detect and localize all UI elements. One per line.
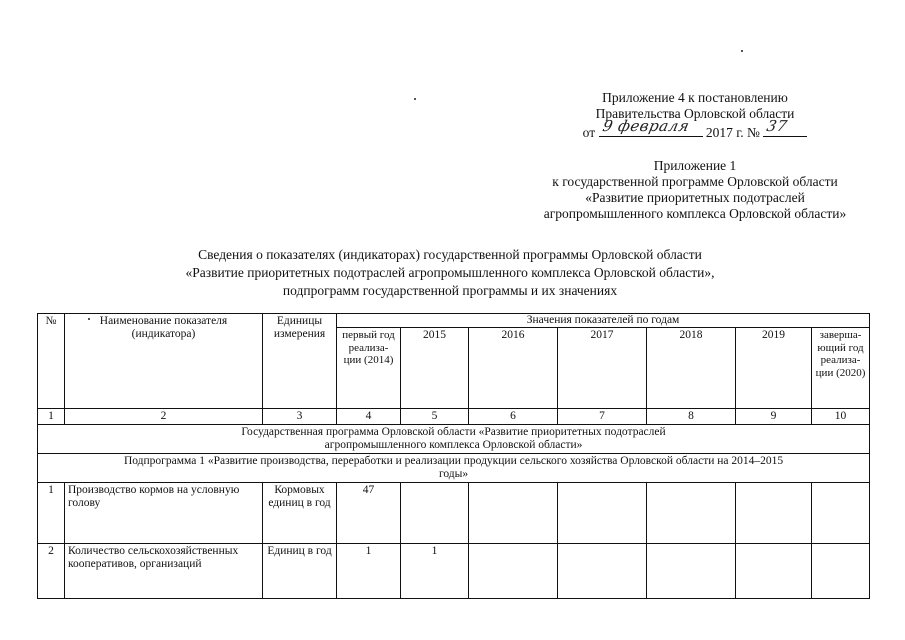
- row-indicator-name: Количество сельскохозяйственных кооперативов, организаций: [65, 544, 263, 599]
- row-value-2015: 1: [401, 544, 469, 599]
- annex-1-header: [505, 158, 885, 222]
- date-signature-line: [599, 117, 703, 137]
- row-value-2020: [812, 483, 870, 544]
- column-number: 7: [558, 409, 647, 425]
- row-unit: Единиц в год: [263, 544, 337, 599]
- annex-4-line-2: Правительства Орловской области: [595, 106, 795, 121]
- header-row-1: [38, 314, 870, 328]
- indicators-table: [37, 313, 870, 599]
- header-2019: 2019: [736, 328, 812, 409]
- annex-1-line-4: агропромышленного комплекса Орловской области»: [543, 206, 847, 221]
- header-num: №: [38, 314, 65, 409]
- header-name: Наименование показателя (индикатора): [65, 314, 263, 409]
- row-value-2017: [558, 483, 647, 544]
- row-value-2015: [401, 483, 469, 544]
- header-final-year: заверша-ющий год реализа-ции (2020): [812, 328, 870, 409]
- column-numbers-row: [38, 409, 870, 425]
- row-indicator-name: Производство кормов на условную голову: [65, 483, 263, 544]
- annex-1-line-1: Приложение 1: [653, 158, 737, 173]
- row-value-2018: [647, 544, 736, 599]
- row-num: 1: [38, 483, 65, 544]
- scan-speck: [741, 50, 743, 52]
- column-number: 5: [401, 409, 469, 425]
- year-label: 2017 г. №: [705, 125, 760, 140]
- annex-1-line-3: «Развитие приоритетных подотраслей: [585, 190, 805, 205]
- header-2016: 2016: [469, 328, 558, 409]
- row-value-2014: 1: [337, 544, 401, 599]
- handwritten-number: 37: [765, 117, 790, 135]
- annex-4-header: [520, 90, 870, 141]
- row-value-2019: [736, 483, 812, 544]
- program-title-cell: Государственная программа Орловской области «Развитие приоритетных подотраслей агропромышленного комплекса Орловской области»: [38, 425, 870, 454]
- header-2018: 2018: [647, 328, 736, 409]
- row-value-2016: [469, 544, 558, 599]
- column-number: 1: [38, 409, 65, 425]
- program-row: [38, 425, 870, 454]
- header-values-group: Значения показателей по годам: [337, 314, 870, 328]
- header-2017: 2017: [558, 328, 647, 409]
- table-row: [38, 483, 870, 544]
- handwritten-date: 9 февраля: [600, 117, 691, 135]
- subprogram-title-cell: Подпрограмма 1 «Развитие производства, переработки и реализации продукции сельского хозяйства Орловской области на 2014–2015 годы»: [38, 454, 870, 483]
- header-unit: Единицы измерения: [263, 314, 337, 409]
- from-label: от: [582, 125, 596, 140]
- document-title: [60, 246, 840, 300]
- column-number: 4: [337, 409, 401, 425]
- row-num: 2: [38, 544, 65, 599]
- annex-4-line-1: Приложение 4 к постановлению: [602, 90, 788, 105]
- row-value-2020: [812, 544, 870, 599]
- row-value-2016: [469, 483, 558, 544]
- title-line-3: подпрограмм государственной программы и их значениях: [282, 283, 618, 298]
- header-2015: 2015: [401, 328, 469, 409]
- annex-1-line-2: к государственной программе Орловской области: [552, 174, 838, 189]
- row-value-2019: [736, 544, 812, 599]
- column-number: 10: [812, 409, 870, 425]
- column-number: 2: [65, 409, 263, 425]
- column-number: 9: [736, 409, 812, 425]
- scan-speck: [414, 98, 416, 100]
- scan-speck: [88, 318, 90, 320]
- column-number: 3: [263, 409, 337, 425]
- number-signature-line: [763, 117, 807, 137]
- title-line-1: Сведения о показателях (индикаторах) государственной программы Орловской области: [198, 247, 702, 262]
- row-unit: Кормовых единиц в год: [263, 483, 337, 544]
- subprogram-row: [38, 454, 870, 483]
- row-value-2017: [558, 544, 647, 599]
- column-number: 8: [647, 409, 736, 425]
- column-number: 6: [469, 409, 558, 425]
- annex-4-date-line: [520, 117, 870, 141]
- table-row: [38, 544, 870, 599]
- row-value-2018: [647, 483, 736, 544]
- title-line-2: «Развитие приоритетных подотраслей агропромышленного комплекса Орловской области»,: [185, 265, 715, 280]
- row-value-2014: 47: [337, 483, 401, 544]
- header-first-year: первый год реализа-ции (2014): [337, 328, 401, 409]
